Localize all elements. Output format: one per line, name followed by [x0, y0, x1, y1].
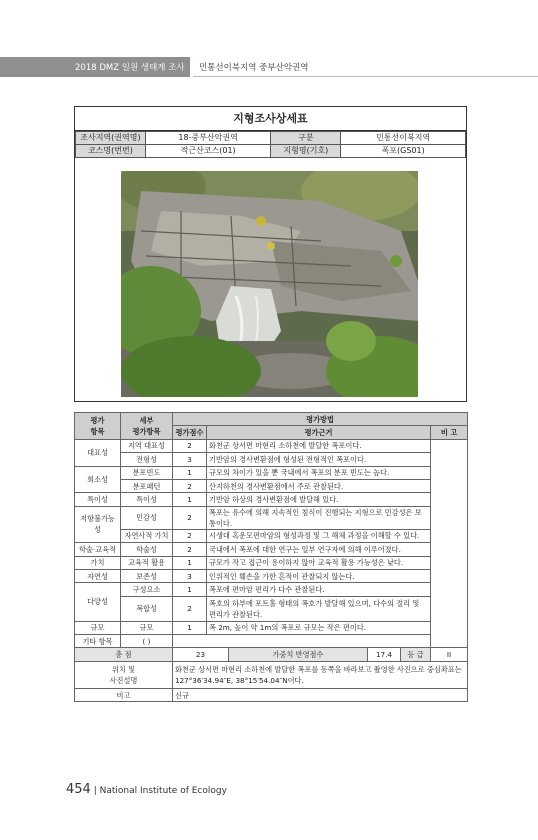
- info-table: [75, 131, 466, 158]
- subitem-cell: 민감성: [121, 506, 173, 529]
- score-cell: 2: [173, 479, 207, 492]
- other-items-blank: [173, 635, 431, 648]
- header-separator: [190, 57, 193, 77]
- header-score: 평가점수: [173, 426, 207, 439]
- table-row: [75, 493, 468, 506]
- header-note: 비 고: [431, 426, 468, 439]
- basis-cell: 폭포에 편마암 편리가 다수 관찰된다.: [207, 583, 431, 596]
- subitem-cell: 구성요소: [121, 583, 173, 596]
- score-cell: 1: [173, 621, 207, 634]
- total-row: [75, 648, 468, 661]
- subitem-cell: 자연사적 가치: [121, 529, 173, 542]
- table-row: [75, 529, 468, 542]
- table-row: [75, 569, 468, 582]
- table-row: [75, 583, 468, 596]
- basis-cell: 화천군 상서면 마현리 소하천에 발달한 폭포이다.: [207, 439, 431, 452]
- score-cell: 1: [173, 493, 207, 506]
- other-items-row: [75, 635, 468, 648]
- basis-cell: 폭 2m, 높이 약 1m의 폭포로 규모는 작은 편이다.: [207, 621, 431, 634]
- score-cell: 3: [173, 453, 207, 466]
- category-cell: 다양성: [75, 583, 121, 621]
- basis-cell: 기반암의 경사변환점에 형성된 전형적인 폭포이다.: [207, 453, 431, 466]
- score-cell: 3: [173, 569, 207, 582]
- basis-cell: 국내에서 폭포에 대한 연구는 일부 연구자에 의해 이루어졌다.: [207, 543, 431, 556]
- header-left-block: [0, 57, 190, 77]
- location-label: 위치 및 사진설명: [75, 661, 173, 688]
- header-report-title: 2018 DMZ 일원 생태계 조사: [75, 63, 185, 73]
- landform-label: 지형명(기호): [271, 145, 341, 158]
- basis-cell: 폭포는 유수에 의해 지속적인 침식이 진행되는 지형으로 민감성은 보통이다.: [207, 506, 431, 529]
- header-section-title: 민통선이북지역 중부산악권역: [199, 63, 309, 73]
- header-basis: 평가근거: [207, 426, 431, 439]
- category-cell: 학술·교육적: [75, 543, 121, 556]
- total-value: 23: [173, 648, 229, 661]
- subitem-cell: 복합성: [121, 596, 173, 621]
- table-row: [75, 506, 468, 529]
- score-cell: 2: [173, 596, 207, 621]
- footer-divider: |: [93, 786, 100, 796]
- score-cell: 2: [173, 543, 207, 556]
- footer-org: National Institute of Ecology: [99, 786, 227, 796]
- waterfall-photo: [121, 171, 418, 397]
- detail-sheet: [74, 106, 467, 402]
- score-cell: 1: [173, 466, 207, 479]
- category-cell: 저항불가능성: [75, 506, 121, 542]
- table-row: [75, 621, 468, 634]
- page-number: 454: [66, 782, 91, 797]
- course-value: 적근산코스(01): [145, 145, 271, 158]
- sheet-title: 지형조사상세표: [75, 107, 466, 131]
- weighted-value: 17.4: [368, 648, 401, 661]
- score-cell: 2: [173, 529, 207, 542]
- score-cell: 1: [173, 556, 207, 569]
- category-cell: 대표성: [75, 439, 121, 466]
- remark-label: 비고: [75, 688, 173, 701]
- subitem-cell: 전형성: [121, 453, 173, 466]
- course-label: 코스명(번번): [76, 145, 146, 158]
- running-header: [0, 57, 538, 77]
- header-rule: [193, 76, 538, 77]
- basis-cell: 규모의 차이가 있을 뿐 국내에서 폭포의 분포 빈도는 높다.: [207, 466, 431, 479]
- division-value: 민통선이북지역: [341, 132, 466, 145]
- basis-cell: 규모가 작고 접근이 용이하지 않아 교육적 활용 가능성은 낮다.: [207, 556, 431, 569]
- remark-value: 신규: [173, 688, 468, 701]
- subitem-cell: 특이성: [121, 493, 173, 506]
- score-cell: 1: [173, 583, 207, 596]
- basis-cell: 시생대 혹운모편마암의 형성과정 및 그 해체 과정을 이해할 수 있다.: [207, 529, 431, 542]
- basis-cell: 폭호의 하부에 포트홀 형태의 폭호가 발달해 있으며, 다수의 절리 및 편리가 관찰된다.: [207, 596, 431, 621]
- grade-value: II: [431, 648, 468, 661]
- region-value: 18-중부산악권역: [145, 132, 271, 145]
- table-row: [75, 556, 468, 569]
- basis-cell: 기반암 하상의 경사변환점에 발달해 있다.: [207, 493, 431, 506]
- page-footer: [66, 782, 227, 797]
- total-label: 총 점: [75, 648, 173, 661]
- location-value: 화천군 상서면 마현리 소하천에 발달한 폭포를 동쪽을 바라보고 촬영한 사진으로 중심좌표는 127°36′34.94″E, 38°15′54.04″N이다.: [173, 661, 468, 688]
- score-cell: 2: [173, 506, 207, 529]
- weighted-label: 가중치 반영점수: [229, 648, 368, 661]
- header-eval-method: 평가방법: [173, 413, 468, 426]
- table-row: [75, 479, 468, 492]
- category-cell: 자연성: [75, 569, 121, 582]
- remark-row: [75, 688, 468, 701]
- table-row: [75, 453, 468, 466]
- category-cell: 특이성: [75, 493, 121, 506]
- other-items-label: 기타 항목: [75, 635, 121, 648]
- division-label: 구분: [271, 132, 341, 145]
- basis-cell: 산지하천의 경사변환점에서 주로 관찰된다.: [207, 479, 431, 492]
- table-row: [75, 543, 468, 556]
- table-row: [75, 439, 468, 452]
- other-items-value: ( ): [121, 635, 173, 648]
- landform-value: 폭포(GS01): [341, 145, 466, 158]
- subitem-cell: 지역 대표성: [121, 439, 173, 452]
- header-eval-item: 평가 항목: [75, 413, 121, 440]
- subitem-cell: 보존성: [121, 569, 173, 582]
- subitem-cell: 교육적 활용: [121, 556, 173, 569]
- category-cell: 가치: [75, 556, 121, 569]
- subitem-cell: 분포빈도: [121, 466, 173, 479]
- category-cell: 규모: [75, 621, 121, 634]
- subitem-cell: 규모: [121, 621, 173, 634]
- header-eval-detail: 세부 평가항목: [121, 413, 173, 440]
- table-row: [75, 466, 468, 479]
- table-row: [75, 596, 468, 621]
- location-row: [75, 661, 468, 688]
- category-cell: 희소성: [75, 466, 121, 493]
- evaluation-table: [74, 412, 468, 702]
- subitem-cell: 분포패턴: [121, 479, 173, 492]
- region-label: 조사지역(권역명): [76, 132, 146, 145]
- grade-label: 등 급: [401, 648, 431, 661]
- basis-cell: 인위적인 훼손을 가한 흔적이 관찰되지 않는다.: [207, 569, 431, 582]
- note-cell: [431, 439, 468, 648]
- score-cell: 2: [173, 439, 207, 452]
- subitem-cell: 학술성: [121, 543, 173, 556]
